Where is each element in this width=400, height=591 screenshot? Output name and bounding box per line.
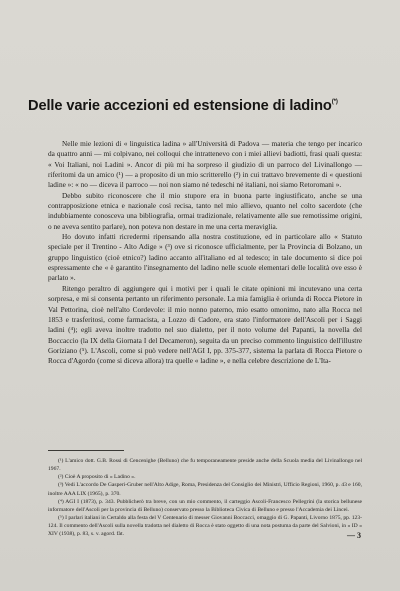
- footnote: (³) Vedi L'accordo De Gasperi-Gruber nell'Alto Adige, Roma, Presidenza del Consiglio dei Ministri, Ufficio Regioni, 1960, p. 43 e 160, inoltre AAA LIX (1965), p. 370.: [48, 482, 362, 497]
- article-title-text: Delle varie accezioni ed estensione di ladino: [28, 98, 332, 114]
- body-paragraph: Debbo subito riconoscere che il mio stupore era in buona parte ingiustificato, anche se una contrapposizione etnica e nazionale così recisa, tanto nel mio allievo, quanto nel colto sacerdote (che indubbiamente conosceva una bibliografia, ormai tradizionale, relativamente alle sue remotissime origini, o ne aveva sentito parlare), non poteva non destare in me una certa meraviglia.: [48, 190, 362, 231]
- footnote: (¹) L'amico dott. G.B. Rossi di Cencenighe (Belluno) che fu temporaneamente preside anche della Scuola media del Livinallongo nel 1967.: [48, 458, 362, 473]
- body-paragraph: Ho dovuto infatti ricredermi ripensando alla nostra costituzione, ed in particolare allo « Statuto speciale per il Trentino - Alto Adige » (³) ove si riconosce ufficialmente, per la Provincia di Bolzano, un gruppo linguistico (cioè etnico?) ladino accanto all'italiano ed al tedesco; in tale documento si dice poi espressamente che « è garantito l'insegnamento del ladino nelle scuole elementari delle località ove esso è parlato ».: [48, 232, 362, 283]
- title-note-marker: (*): [331, 99, 338, 106]
- footnote: (²) Cioè A proposito di « Ladino ».: [58, 474, 136, 481]
- page-number: — 3: [347, 531, 361, 540]
- footnote: (⁵) I parlari italiani in Certaldo alla festa del V Centenario di messer Giovanni Boccacci, omaggio di G. Papanti, Livorno 1875, pp. 123-124. Il commento dell'Ascoli sulla novella tradotta nel dialetto di Rocca è stato oggetto di una nota postuma da parte del Salvioni, in « ID » XIV (1938), p. 83, s. v. agord. fàt.: [48, 515, 362, 538]
- body-paragraph: Ritengo peraltro di aggiungere qui i motivi per i quali le citate opinioni mi incutevano una certa sorpresa, e mi si consenta pertanto un riferimento personale. La mia famiglia è oriunda di Rocca Pietore in Val Pettorina, cioè nell'alto Cordevole: il mio nonno paterno, mio esatto omonimo, nato alla Rocca nel 1853 e trasferitosi, come farmacista, a Lozzo di Cadore, era stato l'informatore dell'Ascoli per i Saggi ladini (⁴); egli aveva inoltre tradotto nel suo dialetto, per il noto volume del Papanti, la novella del Boccaccio (la IX della Giornata I del Decameron), seguita da un preciso commento linguistico dell'illustre Goriziano (⁵). L'Ascoli, come si può vedere nell'AGI I, pp. 375-377, sistema la parlata di Rocca Pietore o Rocca d'Agordo (come si diceva allora) tra quelle « ladine », e nella celebre descrizione de L'Ita-: [48, 283, 362, 366]
- footnote: (⁴) AGI I (1873), p. 343. Pubblicherò tra breve, con un mio commento, il carteggio Ascoli-Francesco Pellegrini (la storica bellunese informatore dell'Ascoli per la provincia di Belluno) conservato presso la Biblioteca Civica di Belluno e presso l'Accademia dei Lincei.: [48, 498, 362, 513]
- article-title: [28, 98, 388, 114]
- article-body: [48, 139, 362, 367]
- body-paragraph: Nelle mie lezioni di « linguistica ladina » all'Università di Padova — materia che tengo per incarico da quattro anni — mi colpivano, nei colloqui che intrattenevo con i miei allievi badiotti, frasi quali questa: « Voi Italiani, noi Ladini ». Ancor di più mi ha sorpreso il giudizio di un parroco del Livinallongo — riferitomi da un amico (¹) — a proposito di un mio scritterello (²) in cui trattavo brevemente di « questioni ladine »: « no — diceva il parroco — noi non siamo né tedeschi né italiani, noi siamo Retoromani ».: [48, 139, 362, 190]
- footnote-separator: [48, 450, 124, 451]
- footnotes: [48, 457, 362, 539]
